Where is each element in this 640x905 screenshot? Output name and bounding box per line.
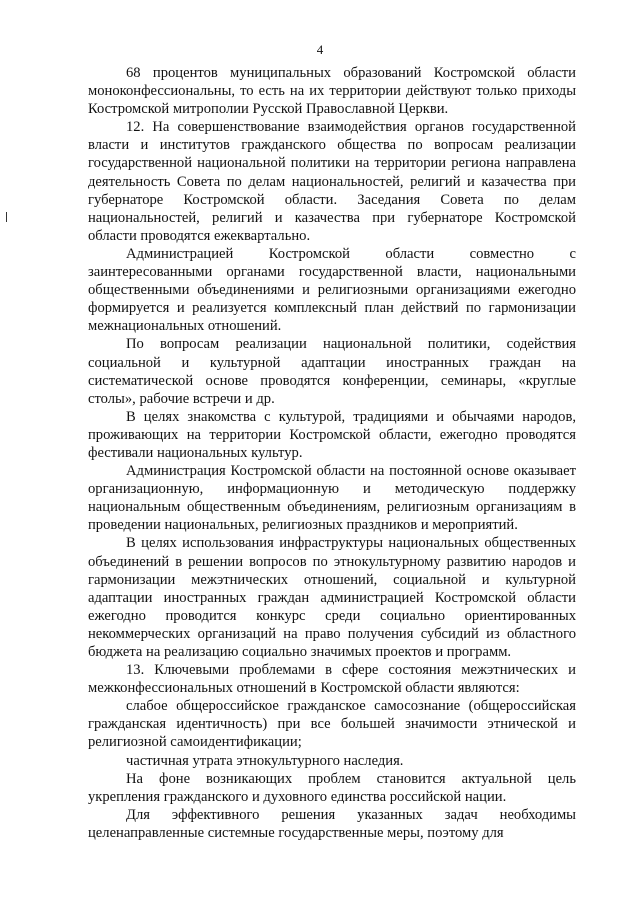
scan-mark [6, 212, 7, 222]
paragraph-11: На фоне возникающих проблем становится актуальной цель укрепления гражданского и духовного единства российской нации. [88, 770, 576, 805]
paragraph-3: Администрацией Костромской области совместно с заинтересованными органами государственной власти, национальными общественными объединениями и религиозными организациями ежегодно формируется и реализуется комплексный план действий по гармонизации межнациональных отношений. [88, 245, 576, 335]
document-body [88, 64, 576, 842]
paragraph-10: частичная утрата этнокультурного наследия. [126, 752, 404, 769]
paragraph-5: В целях знакомства с культурой, традициями и обычаями народов, проживающих на территории Костромской области, ежегодно проводятся фестивали национальных культур. [88, 408, 576, 461]
paragraph-4: По вопросам реализации национальной политики, содействия социальной и культурной адаптации иностранных граждан на систематической основе проводятся конференции, семинары, «круглые столы», рабочие встречи и др. [88, 336, 576, 407]
paragraph-1: 68 процентов муниципальных образований Костромской области моноконфессиональны, то есть на их территории действуют только приходы Костромской митрополии Русской Православной Церкви. [88, 65, 576, 118]
paragraph-6: Администрация Костромской области на постоянной основе оказывает организационную, информационную и методическую поддержку национальным общественным объединениям, религиозным организациям в проведении национальных, религиозных праздников и мероприятий. [88, 463, 576, 534]
paragraph-9: слабое общероссийское гражданское самосознание (общероссийская гражданская идентичность) при все большей значимости этнической и религиозной самоидентификации; [88, 698, 576, 751]
paragraph-12: Для эффективного решения указанных задач необходимы целенаправленные системные государственные меры, поэтому для [88, 806, 576, 841]
paragraph-7: В целях использования инфраструктуры национальных общественных объединений в решении вопросов по этнокультурному развитию народов и гармонизации межэтнических отношений, социальной и культурной адаптации иностранных граждан администрацией Костромской области ежегодно проводится конкурс среди социально ориентированных некоммерческих организаций на право получения субсидий из областного бюджета на реализацию социально значимых проектов и программ. [88, 535, 576, 660]
paragraph-8: 13. Ключевыми проблемами в сфере состояния межэтнических и межконфессиональных отношений в Костромской области являются: [88, 662, 576, 697]
page-number: 4 [316, 42, 324, 57]
paragraph-2: 12. На совершенствование взаимодействия органов государственной власти и институтов гражданского общества по вопросам реализации государственной национальной политики на территории региона направлена деятельность Совета по делам национальностей, религий и казачества при губернаторе Костромской области. Заседания Совета по делам национальностей, религий и казачества при губернаторе Костромской области проводятся ежеквартально. [88, 119, 576, 244]
